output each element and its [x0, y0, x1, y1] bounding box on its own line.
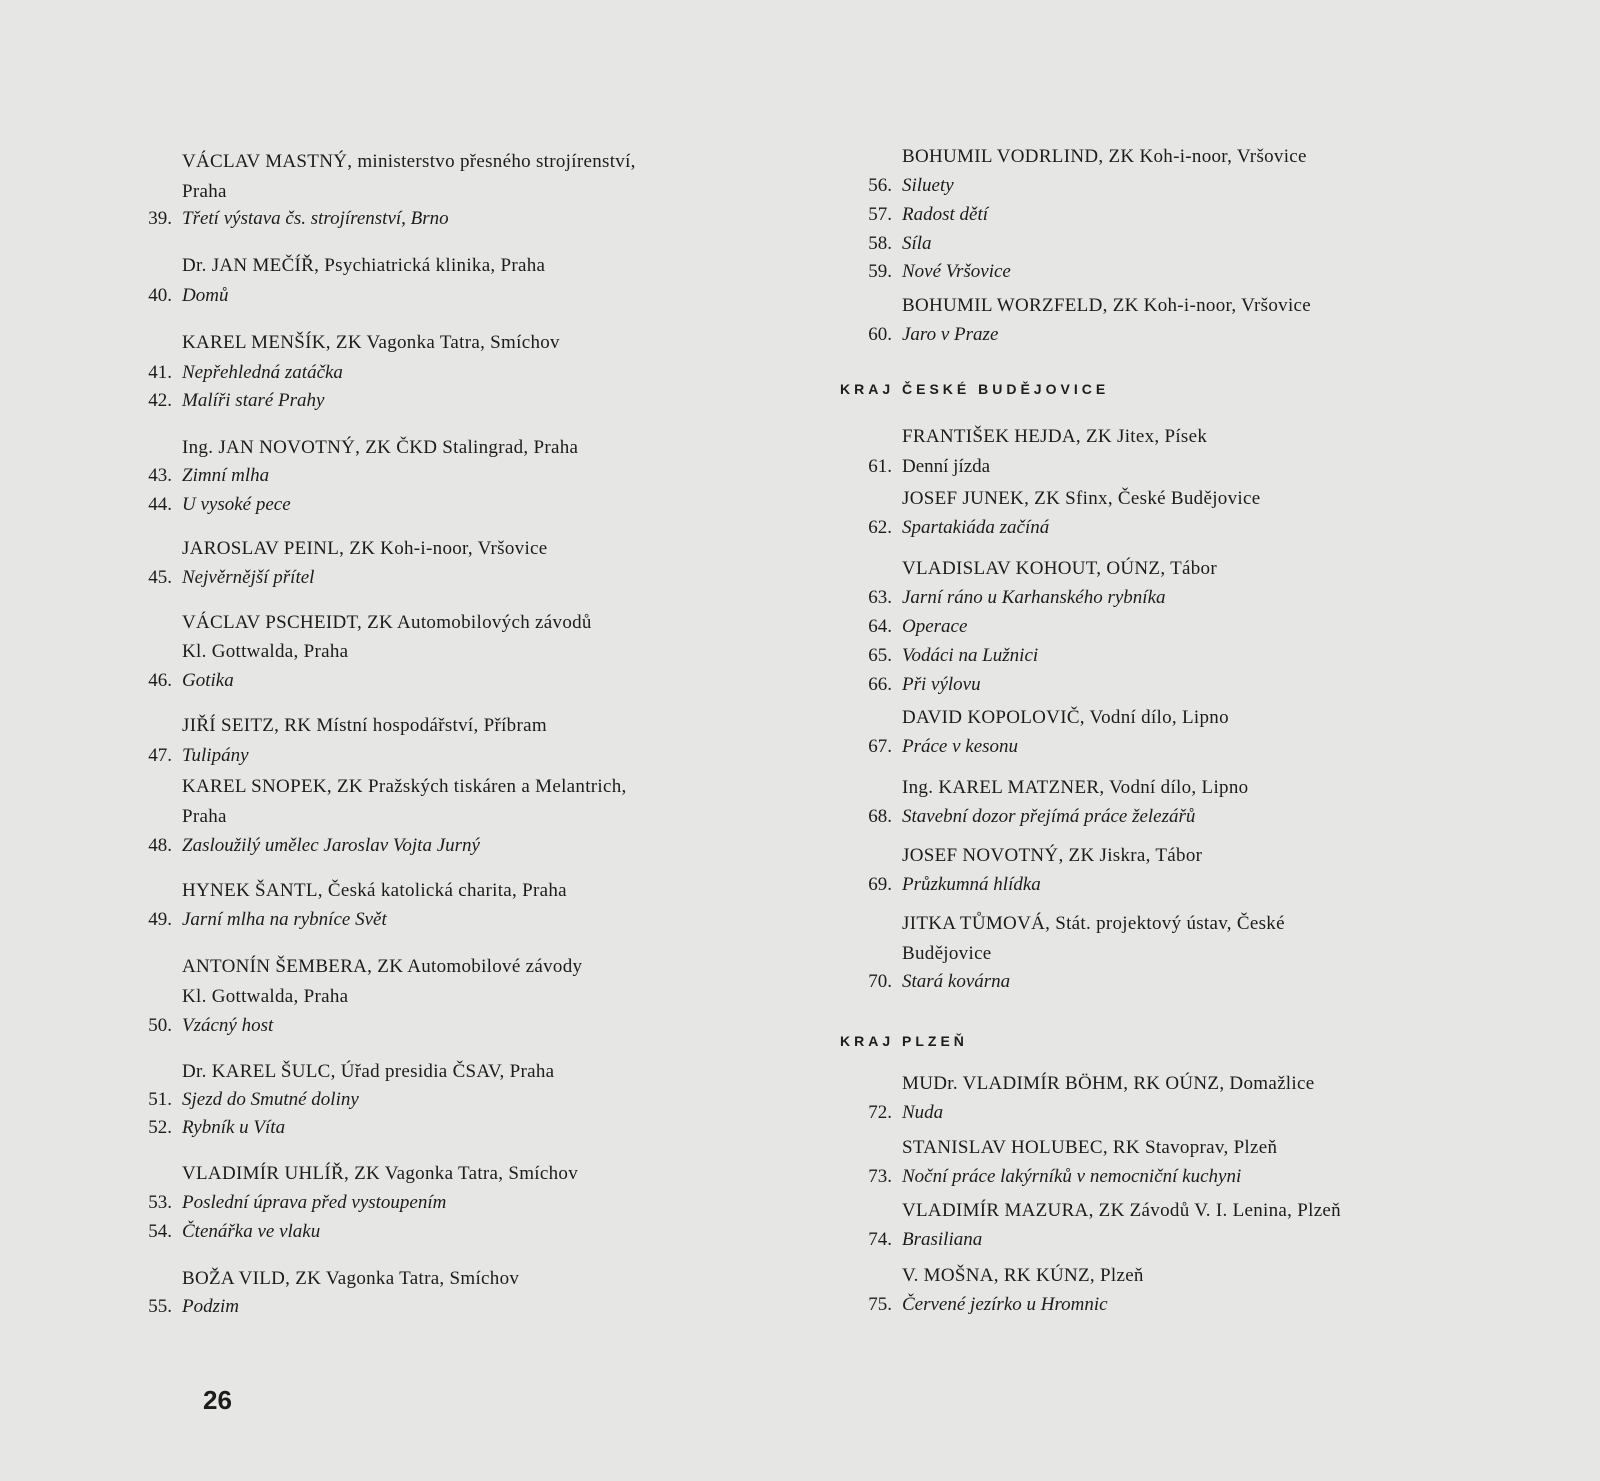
author-line: ANTONÍN ŠEMBERA, ZK Automobilové závody — [182, 956, 583, 977]
work-number: 55. — [148, 1296, 172, 1317]
work-entry — [120, 741, 780, 771]
work-title: Brasiliana — [902, 1229, 983, 1250]
work-entry — [840, 200, 1560, 230]
work-number: 72. — [868, 1102, 892, 1123]
author-line: DAVID KOPOLOVIČ, Vodní dílo, Lipno — [902, 707, 1229, 728]
work-entry — [120, 1292, 780, 1322]
author-line: Praha — [182, 806, 227, 827]
author-line: Dr. KAREL ŠULC, Úřad presidia ČSAV, Praha — [182, 1061, 555, 1082]
work-entry — [840, 1290, 1560, 1320]
work-entry — [840, 1225, 1560, 1255]
work-entry — [840, 870, 1560, 900]
author-line: JOSEF JUNEK, ZK Sfinx, České Budějovice — [902, 488, 1261, 509]
work-title: Podzim — [182, 1296, 239, 1317]
author-line: VLADIMÍR UHLÍŘ, ZK Vagonka Tatra, Smíchov — [182, 1163, 579, 1184]
work-number: 73. — [868, 1166, 892, 1187]
author-line: JOSEF NOVOTNÝ, ZK Jiskra, Tábor — [902, 845, 1203, 866]
work-number: 53. — [148, 1192, 172, 1213]
author-line: BOHUMIL VODRLIND, ZK Koh-i-noor, Vršovice — [902, 146, 1307, 167]
work-number: 59. — [868, 261, 892, 282]
work-entry — [120, 386, 780, 416]
work-title: Zasloužilý umělec Jaroslav Vojta Jurný — [182, 835, 480, 856]
work-title: Průzkumná hlídka — [902, 874, 1041, 895]
work-title: Sjezd do Smutné doliny — [182, 1089, 359, 1110]
author-line: JIŘÍ SEITZ, RK Místní hospodářství, Příbram — [182, 715, 547, 736]
work-title: Vodáci na Lužnici — [902, 645, 1039, 666]
work-entry — [120, 461, 780, 491]
work-entry — [840, 229, 1560, 259]
work-entry — [120, 1188, 780, 1218]
author-line: Kl. Gottwalda, Praha — [182, 641, 349, 662]
work-title: Spartakiáda začíná — [902, 517, 1050, 538]
work-entry — [840, 257, 1560, 287]
work-number: 74. — [868, 1229, 892, 1250]
work-title: Třetí výstava čs. strojírenství, Brno — [182, 208, 449, 229]
work-entry — [120, 666, 780, 696]
author-line: V. MOŠNA, RK KÚNZ, Plzeň — [902, 1265, 1144, 1286]
work-entry — [120, 1217, 780, 1247]
work-entry — [840, 583, 1560, 613]
work-number: 39. — [148, 208, 172, 229]
work-title: Radost dětí — [902, 204, 989, 225]
work-title: Stavební dozor přejímá práce železářů — [902, 806, 1196, 827]
work-entry — [120, 1011, 780, 1041]
work-number: 65. — [868, 645, 892, 666]
work-title: Nuda — [902, 1102, 944, 1123]
author-line: Ing. JAN NOVOTNÝ, ZK ČKD Stalingrad, Praha — [182, 437, 579, 458]
work-number: 67. — [868, 736, 892, 757]
work-title: Malíři staré Prahy — [182, 390, 325, 411]
work-number: 70. — [868, 971, 892, 992]
work-title: Práce v kesonu — [902, 736, 1019, 757]
region-heading: KRAJ PLZEŇ — [840, 1033, 968, 1049]
work-title: Síla — [902, 233, 932, 254]
work-title: Gotika — [182, 670, 234, 691]
author-line: JAROSLAV PEINL, ZK Koh-i-noor, Vršovice — [182, 538, 548, 559]
work-number: 48. — [148, 835, 172, 856]
work-number: 66. — [868, 674, 892, 695]
work-title: U vysoké pece — [182, 494, 291, 515]
work-title: Tulipány — [182, 745, 249, 766]
work-title: Při výlovu — [902, 674, 981, 695]
author-line: VÁCLAV PSCHEIDT, ZK Automobilových závodů — [182, 612, 592, 633]
work-entry — [120, 1085, 780, 1115]
work-title: Jaro v Praze — [902, 324, 999, 345]
author-line: JITKA TŮMOVÁ, Stát. projektový ústav, České — [902, 913, 1285, 934]
work-entry — [120, 1113, 780, 1143]
work-title: Operace — [902, 616, 968, 637]
work-entry — [840, 802, 1560, 832]
work-title: Jarní mlha na rybníce Svět — [182, 909, 387, 930]
work-title: Rybník u Víta — [182, 1117, 286, 1138]
work-number: 58. — [868, 233, 892, 254]
work-number: 60. — [868, 324, 892, 345]
work-number: 51. — [148, 1089, 172, 1110]
work-number: 46. — [148, 670, 172, 691]
work-title: Domů — [182, 285, 229, 306]
work-entry — [840, 320, 1560, 350]
work-number: 52. — [148, 1117, 172, 1138]
work-number: 63. — [868, 587, 892, 608]
author-line: KAREL MENŠÍK, ZK Vagonka Tatra, Smíchov — [182, 332, 560, 353]
work-number: 43. — [148, 465, 172, 486]
work-entry — [120, 204, 780, 234]
work-entry — [120, 905, 780, 935]
author-line: FRANTIŠEK HEJDA, ZK Jitex, Písek — [902, 426, 1208, 447]
page-number: 26 — [203, 1385, 232, 1415]
work-number: 61. — [868, 456, 892, 477]
work-title: Nepřehledná zatáčka — [182, 362, 343, 383]
author-line: KAREL SNOPEK, ZK Pražských tiskáren a Melantrich, — [182, 776, 627, 797]
work-title: Noční práce lakýrníků v nemocniční kuchyni — [902, 1166, 1242, 1187]
work-entry — [840, 967, 1560, 997]
work-entry — [840, 171, 1560, 201]
author-line: Ing. KAREL MATZNER, Vodní dílo, Lipno — [902, 777, 1249, 798]
work-title: Poslední úprava před vystoupením — [182, 1192, 447, 1213]
work-title: Stará kovárna — [902, 971, 1011, 992]
work-entry — [120, 563, 780, 593]
author-line: VLADIMÍR MAZURA, ZK Závodů V. I. Lenina, Plzeň — [902, 1200, 1341, 1221]
work-number: 68. — [868, 806, 892, 827]
work-number: 41. — [148, 362, 172, 383]
work-entry — [840, 1098, 1560, 1128]
work-title: Červené jezírko u Hromnic — [902, 1294, 1108, 1315]
author-line: Kl. Gottwalda, Praha — [182, 986, 349, 1007]
work-number: 40. — [148, 285, 172, 306]
author-line: Praha — [182, 181, 227, 202]
work-number: 50. — [148, 1015, 172, 1036]
work-title: Siluety — [902, 175, 954, 196]
work-number: 47. — [148, 745, 172, 766]
author-line: HYNEK ŠANTL, Česká katolická charita, Praha — [182, 880, 567, 901]
author-line: BOŽA VILD, ZK Vagonka Tatra, Smíchov — [182, 1268, 520, 1289]
work-entry — [840, 1162, 1560, 1192]
work-entry — [840, 670, 1560, 700]
work-number: 75. — [868, 1294, 892, 1315]
work-entry — [840, 641, 1560, 671]
work-number: 54. — [148, 1221, 172, 1242]
work-entry — [120, 831, 780, 861]
author-line: VLADISLAV KOHOUT, OÚNZ, Tábor — [902, 558, 1217, 579]
work-title: Nové Vršovice — [902, 261, 1011, 282]
work-entry — [840, 732, 1560, 762]
work-number: 62. — [868, 517, 892, 538]
work-number: 69. — [868, 874, 892, 895]
work-entry — [840, 513, 1560, 543]
work-entry — [840, 452, 1560, 482]
work-number: 42. — [148, 390, 172, 411]
work-title: Zimní mlha — [182, 465, 270, 486]
work-title: Nejvěrnější přítel — [182, 567, 315, 588]
work-title: Vzácný host — [182, 1015, 274, 1036]
work-number: 57. — [868, 204, 892, 225]
work-title: Jarní ráno u Karhanského rybníka — [902, 587, 1166, 608]
work-number: 64. — [868, 616, 892, 637]
work-number: 45. — [148, 567, 172, 588]
work-title: Čtenářka ve vlaku — [182, 1221, 321, 1242]
author-line: STANISLAV HOLUBEC, RK Stavoprav, Plzeň — [902, 1137, 1278, 1158]
author-line: VÁCLAV MASTNÝ, ministerstvo přesného strojírenství, — [182, 151, 636, 172]
author-line: Budějovice — [902, 943, 992, 964]
work-number: 56. — [868, 175, 892, 196]
work-entry — [840, 612, 1560, 642]
region-heading: KRAJ ČESKÉ BUDĚJOVICE — [840, 381, 1110, 397]
author-line: MUDr. VLADIMÍR BÖHM, RK OÚNZ, Domažlice — [902, 1073, 1315, 1094]
work-entry — [120, 490, 780, 520]
author-line: BOHUMIL WORZFELD, ZK Koh-i-noor, Vršovice — [902, 295, 1311, 316]
work-entry — [120, 358, 780, 388]
work-number: 49. — [148, 909, 172, 930]
author-line: Dr. JAN MEČÍŘ, Psychiatrická klinika, Praha — [182, 255, 546, 276]
work-title: Denní jízda — [902, 456, 991, 477]
work-number: 44. — [148, 494, 172, 515]
work-entry — [120, 281, 780, 311]
